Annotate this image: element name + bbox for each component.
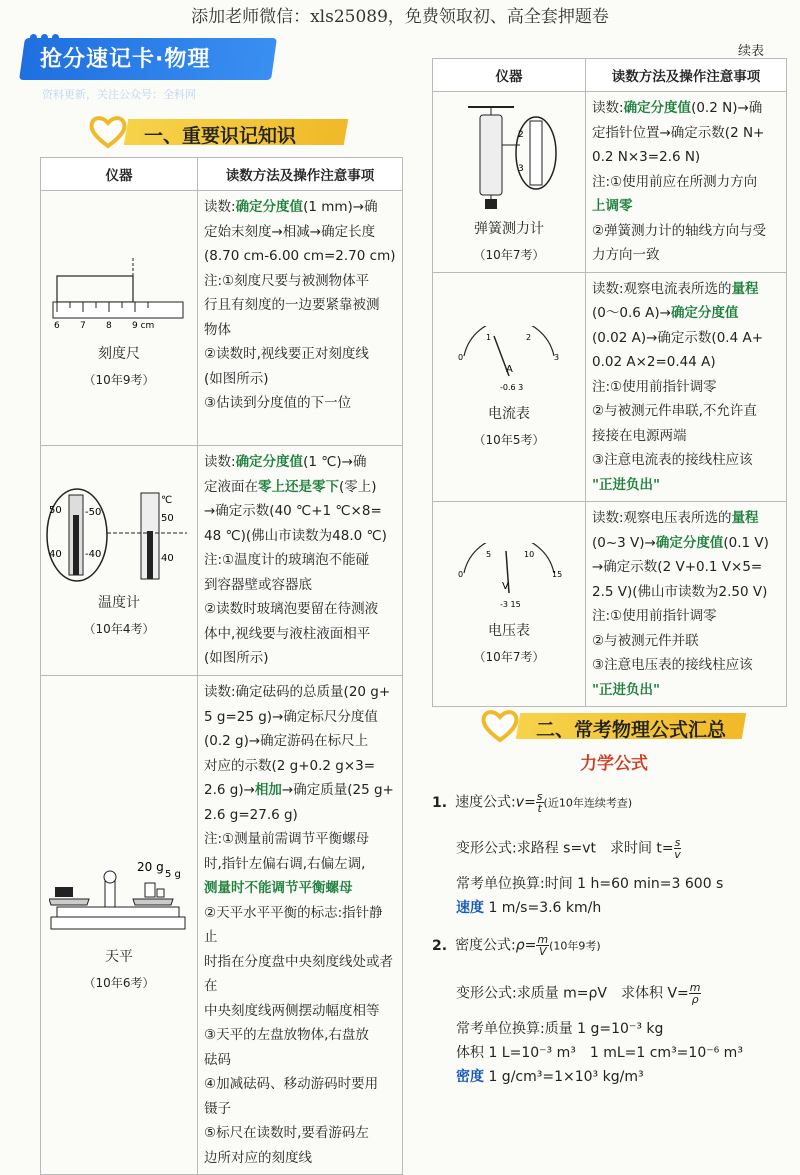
description-line bbox=[204, 391, 396, 416]
ammeter-name: 电流表 bbox=[488, 405, 530, 422]
description-text: 镊子 bbox=[204, 1100, 231, 1117]
ammeter-scale: 2 bbox=[526, 332, 532, 342]
voltmeter-description bbox=[586, 502, 787, 707]
formula-lhs: v= bbox=[515, 794, 536, 811]
description-text: 注:①使用前指针调零 bbox=[592, 608, 717, 624]
description-text: (0.02 A)→确定示数(0.4 A+ bbox=[592, 329, 764, 346]
volume-label: 体积 bbox=[456, 1045, 484, 1061]
highlight-text: "正进负出" bbox=[592, 681, 661, 698]
description-line bbox=[592, 473, 780, 498]
ruler-year: （10年9考） bbox=[83, 373, 155, 387]
description-line bbox=[592, 506, 780, 531]
voltmeter-illustration bbox=[454, 543, 564, 613]
ruler-illustration bbox=[49, 248, 189, 336]
description-line bbox=[204, 573, 396, 598]
voltmeter-terminals: -3 15 bbox=[500, 600, 521, 609]
density-conversion bbox=[456, 1066, 644, 1086]
description-text: 注:①使用前指针调零 bbox=[592, 378, 717, 395]
description-text: 读数: bbox=[204, 454, 236, 470]
transform-path: 变形公式:求路程 s=vt bbox=[456, 840, 596, 857]
formula-fraction: $\frac{m}{V}$ bbox=[537, 933, 549, 958]
description-line bbox=[204, 754, 396, 779]
transform-time: 求时间 t= bbox=[609, 840, 674, 857]
spring-name: 弹簧测力计 bbox=[474, 220, 544, 237]
description-text: (0.2 g)→确定游码在标尺上 bbox=[204, 733, 369, 749]
description-line bbox=[204, 778, 396, 803]
highlight-text: 上调零 bbox=[592, 198, 633, 214]
ruler-tick-label: 8 bbox=[106, 321, 112, 331]
header-method: 读数方法及操作注意事项 bbox=[586, 59, 787, 92]
description-line bbox=[204, 499, 396, 524]
highlight-text: "正进负出" bbox=[592, 476, 661, 493]
volume-conversion bbox=[456, 1042, 743, 1062]
description-text: (如图所示) bbox=[204, 370, 269, 387]
description-line bbox=[204, 524, 396, 549]
description-line bbox=[204, 367, 396, 392]
highlight-text: 相加 bbox=[254, 782, 282, 798]
header-method: 读数方法及操作注意事项 bbox=[198, 158, 403, 191]
volume-text: 1 L=10⁻³ m³ 1 mL=1 cm³=10⁻⁶ m³ bbox=[488, 1045, 743, 1061]
description-text: ④加减砝码、移动游码时要用 bbox=[204, 1076, 379, 1092]
density-units: 常考单位换算:质量 1 g=10⁻³ kg bbox=[456, 1021, 664, 1037]
description-line bbox=[204, 1121, 396, 1146]
section2-header bbox=[480, 711, 780, 741]
transform-volume: 求体积 V= bbox=[621, 985, 689, 1002]
description-line bbox=[204, 195, 396, 220]
description-text: 到容器壁或容器底 bbox=[204, 576, 312, 593]
description-text: ⑤标尺在读数时,要看游码左 bbox=[204, 1125, 369, 1141]
speed-conversion bbox=[456, 897, 601, 917]
highlight-text: 零上还是零下 bbox=[258, 478, 339, 495]
description-line bbox=[204, 1048, 396, 1073]
description-line bbox=[592, 580, 780, 605]
description-text: 接接在电源两端 bbox=[592, 427, 687, 444]
description-line bbox=[204, 269, 396, 294]
description-text: ③天平的左盘放物体,右盘放 bbox=[204, 1027, 369, 1043]
formula-label: 密度公式: bbox=[455, 937, 516, 954]
description-line bbox=[592, 604, 780, 629]
description-line bbox=[204, 646, 396, 671]
voltmeter-scale: 5 bbox=[486, 550, 492, 559]
description-text: ③注意电压表的接线柱应该 bbox=[592, 657, 753, 673]
thermo-right-40: -40 bbox=[85, 548, 102, 560]
description-line bbox=[592, 629, 780, 654]
ruler-description bbox=[198, 191, 403, 446]
ammeter-scale: 3 bbox=[554, 352, 560, 362]
ruler-tick-label: 9 cm bbox=[132, 321, 155, 331]
description-line bbox=[592, 277, 780, 302]
description-text: →确定质量(25 g+ bbox=[281, 782, 394, 798]
highlight-text: 确定分度值 bbox=[235, 454, 304, 470]
transform-fraction: $\frac{s}{v}$ bbox=[674, 836, 681, 861]
description-line bbox=[204, 597, 396, 622]
thermometer-year: （10年4考） bbox=[83, 621, 155, 636]
description-text: (零上) bbox=[339, 478, 377, 495]
description-text: 注:①测量前需调节平衡螺母 bbox=[204, 831, 370, 847]
thermo-left-50: 50 bbox=[49, 504, 62, 516]
description-text: 48 ℃)(佛山市读数为48.0 ℃) bbox=[204, 527, 387, 544]
spring-year: （10年7考） bbox=[473, 247, 545, 262]
description-line bbox=[204, 220, 396, 245]
description-line bbox=[204, 1097, 396, 1122]
weight-5g: 5 g bbox=[165, 869, 181, 880]
formula-label: 速度公式: bbox=[455, 794, 516, 811]
description-line bbox=[204, 622, 396, 647]
description-line bbox=[592, 399, 780, 424]
description-text: ②读数时玻璃泡要留在待测液 bbox=[204, 601, 379, 617]
speed-formula bbox=[432, 791, 632, 814]
left-instrument-table bbox=[40, 157, 403, 1175]
description-text: 注:①使用前应在所测力方向 bbox=[592, 173, 758, 190]
description-text: 力方向一致 bbox=[592, 247, 660, 263]
description-text: 行且有刻度的一边要紧靠被测 bbox=[204, 297, 380, 313]
ammeter-terminals: -0.6 3 bbox=[500, 382, 524, 392]
description-line bbox=[204, 318, 396, 343]
description-line bbox=[592, 170, 780, 195]
highlight-text: 确定分度值 bbox=[235, 199, 304, 215]
description-line bbox=[592, 653, 780, 678]
description-text: (1 ℃)→确 bbox=[303, 454, 367, 470]
description-text: 定指针位置→确定示数(2 N+ bbox=[592, 124, 765, 141]
description-text: 读数:观察电压表所选的 bbox=[592, 510, 732, 526]
right-instrument-table bbox=[432, 58, 787, 707]
balance-name: 天平 bbox=[105, 949, 133, 965]
ammeter-description bbox=[586, 272, 787, 502]
description-line bbox=[592, 96, 780, 121]
description-text: 读数:确定砝码的总质量(20 g+ bbox=[204, 684, 391, 700]
banner-subtitle: 资料更新，关注公众号：全科网 bbox=[42, 88, 196, 101]
description-line bbox=[204, 827, 396, 852]
thermo-c-50: 50 bbox=[161, 512, 174, 524]
speed-transform bbox=[456, 837, 681, 860]
svg-text:3: 3 bbox=[518, 163, 524, 174]
description-line bbox=[204, 901, 396, 950]
description-line bbox=[204, 999, 396, 1024]
description-text: →确定示数(40 ℃+1 ℃×8= bbox=[204, 503, 382, 519]
description-line bbox=[204, 475, 396, 500]
description-text: 0.2 N×3=2.6 N) bbox=[592, 149, 701, 165]
description-line bbox=[592, 350, 780, 375]
formula-note: (10年9考) bbox=[549, 939, 601, 953]
ammeter-symbol: A bbox=[506, 363, 513, 375]
density-formula bbox=[432, 934, 601, 957]
description-text: →确定示数(2 V+0.1 V×5= bbox=[592, 559, 763, 575]
description-text: ②读数时,视线要正对刻度线 bbox=[204, 346, 369, 362]
description-text: ②与被测元件串联,不允许直 bbox=[592, 403, 757, 419]
spring-description bbox=[586, 92, 787, 273]
description-line bbox=[204, 548, 396, 573]
balance-year: （10年6考） bbox=[83, 976, 155, 990]
description-text: 体中,视线要与液柱液面相平 bbox=[204, 625, 371, 642]
density-label: 密度 bbox=[456, 1069, 484, 1085]
description-text: (1 mm)→确 bbox=[303, 199, 378, 215]
description-line bbox=[204, 293, 396, 318]
svg-text:2: 2 bbox=[518, 129, 524, 140]
description-line bbox=[204, 450, 396, 475]
thermo-c-40: 40 bbox=[161, 552, 174, 564]
continued-label: 续表 bbox=[738, 44, 765, 59]
description-line bbox=[592, 375, 780, 400]
transform-fraction: $\frac{m}{\rho}$ bbox=[689, 981, 701, 1006]
description-line bbox=[204, 950, 396, 999]
description-text: (0.1 V) bbox=[723, 534, 769, 551]
description-text: 5 g=25 g)→确定标尺分度值 bbox=[204, 708, 378, 725]
description-text: (如图所示) bbox=[204, 650, 269, 666]
description-text: 注:①刻度尺要与被测物体平 bbox=[204, 272, 370, 289]
thermo-unit: ℃ bbox=[161, 494, 173, 506]
section1-header bbox=[88, 117, 348, 147]
description-line bbox=[592, 678, 780, 703]
description-line bbox=[592, 145, 780, 170]
ruler-cell bbox=[41, 191, 198, 446]
description-line bbox=[204, 1072, 396, 1097]
balance-description bbox=[198, 676, 403, 1175]
description-text: (0.2 N)→确 bbox=[691, 100, 763, 116]
highlight-text: 确定分度值 bbox=[670, 305, 739, 321]
spring-cell bbox=[433, 92, 586, 273]
balance-illustration bbox=[49, 859, 189, 939]
description-line bbox=[592, 448, 780, 473]
description-text: 边所对应的刻度线 bbox=[204, 1149, 312, 1166]
description-line bbox=[204, 852, 396, 877]
description-text: 读数:观察电流表所选的 bbox=[592, 280, 732, 297]
highlight-text: 量程 bbox=[731, 510, 759, 526]
transform-mass: 变形公式:求质量 m=ρV bbox=[456, 985, 607, 1002]
voltmeter-cell bbox=[433, 502, 586, 707]
formula-lhs: ρ= bbox=[515, 937, 537, 954]
description-line bbox=[592, 555, 780, 580]
ammeter-cell bbox=[433, 272, 586, 502]
description-text: 物体 bbox=[204, 321, 231, 338]
ruler-name: 刻度尺 bbox=[98, 346, 140, 362]
description-text: 定液面在 bbox=[204, 478, 258, 495]
description-line bbox=[592, 326, 780, 351]
description-text: ③估读到分度值的下一位 bbox=[204, 395, 352, 411]
mechanics-title: 力学公式 bbox=[580, 754, 648, 774]
description-text: ②弹簧测力计的轴线方向与受 bbox=[592, 222, 767, 239]
description-line bbox=[204, 680, 396, 705]
ammeter-year: （10年5考） bbox=[473, 432, 545, 447]
header-instrument: 仪器 bbox=[41, 158, 198, 191]
speed-units: 常考单位换算:时间 1 h=60 min=3 600 s bbox=[456, 876, 724, 892]
description-text: 2.6 g=27.6 g) bbox=[204, 806, 298, 823]
description-line bbox=[592, 194, 780, 219]
voltmeter-scale: 10 bbox=[524, 550, 535, 559]
description-text: (8.70 cm-6.00 cm=2.70 cm) bbox=[204, 248, 396, 264]
highlight-text: 确定分度值 bbox=[655, 534, 724, 551]
description-line bbox=[592, 424, 780, 449]
description-text: (0～0.6 A)→ bbox=[592, 305, 671, 321]
density-text: 1 g/cm³=1×10³ kg/m³ bbox=[488, 1069, 644, 1085]
description-text: 2.5 V)(佛山市读数为2.50 V) bbox=[592, 583, 768, 600]
speed-label: 速度 bbox=[456, 900, 484, 916]
ammeter-scale: 1 bbox=[486, 332, 492, 342]
banner-title: 抢分速记卡·物理 bbox=[40, 47, 211, 72]
thermometer-name: 温度计 bbox=[98, 594, 140, 611]
spring-scale-illustration bbox=[454, 101, 564, 211]
ruler-tick-label: 7 bbox=[80, 321, 86, 331]
balance-cell bbox=[41, 676, 198, 1175]
watermark-text: 添加老师微信：xls25089，免费领取初、高全套押题卷 bbox=[191, 7, 609, 27]
description-line bbox=[204, 729, 396, 754]
highlight-text: 确定分度值 bbox=[623, 100, 692, 116]
weight-20g: 20 g bbox=[137, 860, 164, 874]
description-text: 时,指针左偏右调,右偏左调, bbox=[204, 855, 366, 872]
formula-number: 2. bbox=[432, 937, 448, 954]
thermo-left-40: 40 bbox=[49, 548, 62, 560]
formula-number: 1. bbox=[432, 794, 448, 811]
heart-icon bbox=[88, 115, 128, 149]
description-text: ②天平水平平衡的标志:指针静止 bbox=[204, 904, 383, 945]
formula-note: (近10年连续考查) bbox=[543, 796, 633, 810]
description-text: 0.02 A×2=0.44 A) bbox=[592, 354, 716, 370]
formula-fraction: $\frac{s}{t}$ bbox=[536, 790, 543, 815]
highlight-text: 量程 bbox=[731, 280, 759, 297]
heart-icon bbox=[480, 709, 520, 743]
description-line bbox=[592, 243, 780, 268]
description-line bbox=[204, 1146, 396, 1171]
description-text: (0~3 V)→ bbox=[592, 534, 656, 551]
voltmeter-scale: 15 bbox=[552, 570, 563, 579]
description-text: ②与被测元件并联 bbox=[592, 632, 699, 649]
description-line bbox=[592, 531, 780, 556]
header-instrument: 仪器 bbox=[433, 59, 586, 92]
description-text: ③注意电流表的接线柱应该 bbox=[592, 452, 753, 468]
description-line bbox=[204, 244, 396, 269]
description-text: 时指在分度盘中央刻度线处或者在 bbox=[204, 953, 393, 994]
voltmeter-scale: 0 bbox=[458, 570, 464, 579]
thermometer-illustration bbox=[45, 485, 193, 585]
density-transform bbox=[456, 982, 701, 1005]
description-line bbox=[592, 121, 780, 146]
voltmeter-name: 电压表 bbox=[488, 623, 530, 639]
description-text: 砝码 bbox=[204, 1051, 231, 1068]
voltmeter-year: （10年7考） bbox=[473, 650, 545, 664]
description-text: 注:①温度计的玻璃泡不能碰 bbox=[204, 552, 370, 568]
highlight-text: 测量时不能调节平衡螺母 bbox=[204, 880, 353, 896]
description-line bbox=[204, 1023, 396, 1048]
description-line bbox=[204, 803, 396, 828]
thermo-right-50: -50 bbox=[85, 506, 102, 518]
description-text: 读数: bbox=[592, 100, 624, 116]
description-text: 定始末刻度→相减→确定长度 bbox=[204, 223, 376, 240]
ammeter-scale: 0 bbox=[458, 352, 464, 362]
description-text: 中央刻度线两侧摆动幅度相等 bbox=[204, 1002, 380, 1019]
voltmeter-symbol: V bbox=[502, 581, 509, 592]
description-text: 读数: bbox=[204, 199, 236, 215]
speed-text: 1 m/s=3.6 km/h bbox=[488, 900, 602, 916]
description-text: 2.6 g)→ bbox=[204, 782, 255, 798]
description-line bbox=[204, 705, 396, 730]
section1-title: 一、重要识记知识 bbox=[144, 125, 297, 147]
description-line bbox=[204, 342, 396, 367]
thermometer-cell bbox=[41, 446, 198, 676]
ruler-tick-label: 6 bbox=[54, 321, 60, 331]
ammeter-illustration bbox=[454, 326, 564, 396]
description-line bbox=[204, 876, 396, 901]
thermometer-description bbox=[198, 446, 403, 676]
description-line bbox=[592, 219, 780, 244]
description-text: 对应的示数(2 g+0.2 g×3= bbox=[204, 757, 376, 774]
description-line bbox=[592, 301, 780, 326]
section2-title: 二、常考物理公式汇总 bbox=[536, 719, 727, 741]
